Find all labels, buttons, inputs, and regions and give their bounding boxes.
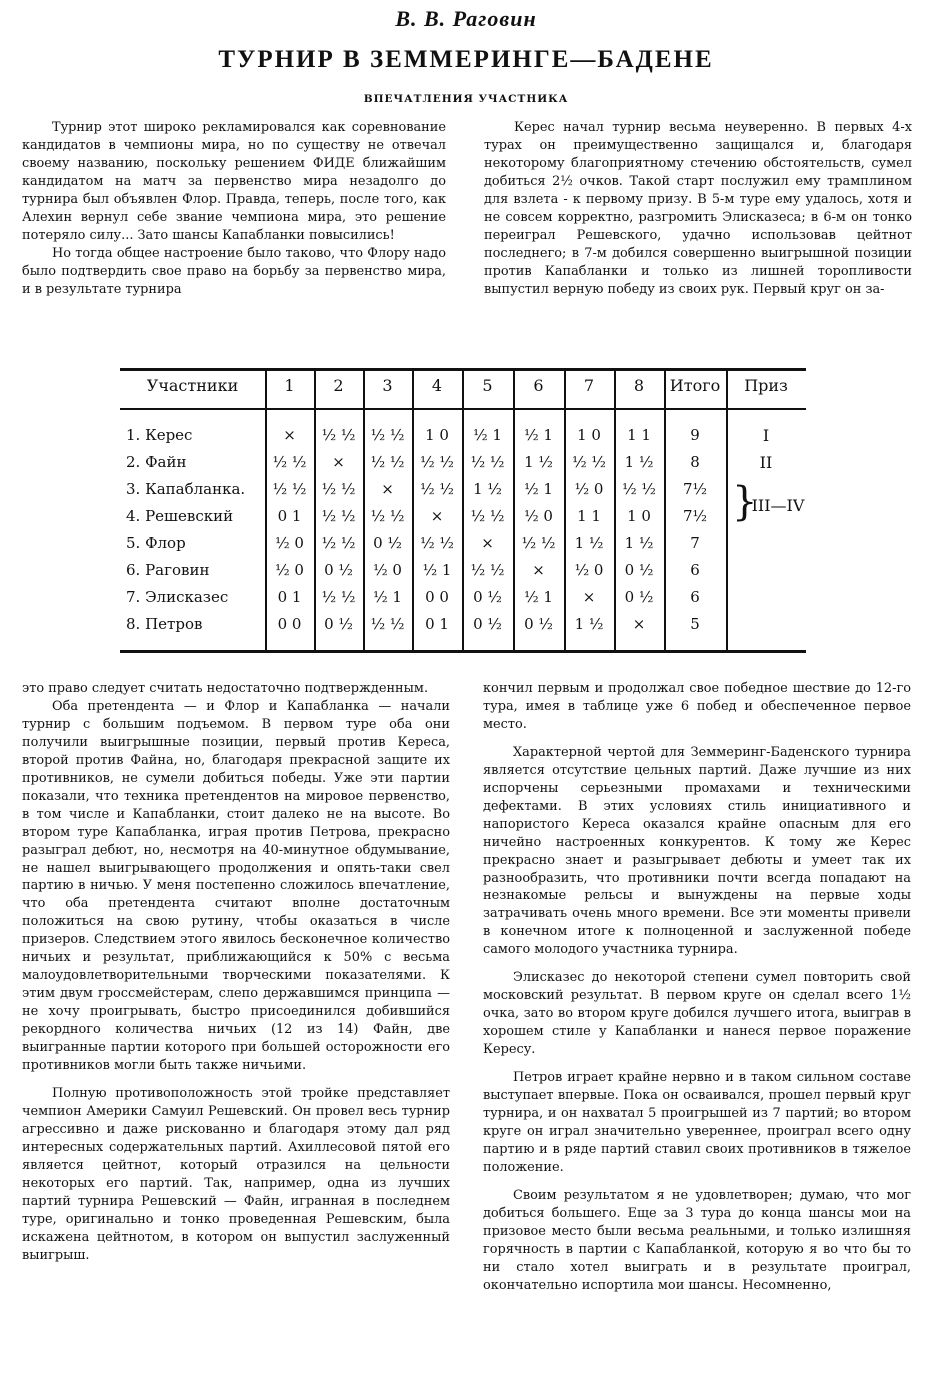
score-cell: ½ ½ (321, 534, 356, 552)
score-cell: 1 0 (425, 426, 449, 444)
score-cell: ½ ½ (321, 480, 356, 498)
score-cell: 1 1 (577, 507, 601, 525)
participant-name: 1. Керес (126, 426, 193, 444)
total-score: 6 (690, 588, 700, 606)
score-cell: ½ 0 (373, 561, 402, 579)
score-cell: ½ ½ (470, 561, 505, 579)
score-cell: ½ ½ (321, 426, 356, 444)
score-cell: ½ 0 (275, 561, 304, 579)
score-cell: × (532, 561, 545, 579)
score-cell: 1 ½ (574, 615, 604, 633)
paragraph: Элисказес до некоторой степени сумел повторить свой московский результат. В первом круге он сделал всего 1½ очка, зато во втором круге добился лучшего итога, выиграв в хорошем стиле у Капабланки и нанеся первое поражение Кересу. (483, 970, 911, 1058)
score-cell: × (582, 588, 596, 606)
score-cell: × (283, 426, 296, 444)
score-cell: 0 ½ (473, 615, 502, 633)
header-col-5: 5 (482, 376, 493, 395)
paragraph: кончил первым и продолжал свое победное шествие до 12-го тура, имея в таблице уже 6 побед и обеспеченное первое место. (483, 681, 911, 732)
header-participants: Участники (146, 376, 239, 395)
score-cell: 1 ½ (473, 480, 502, 498)
score-cell: ½ ½ (420, 534, 454, 552)
score-cell: ½ ½ (272, 480, 307, 498)
tournament-crosstable (120, 368, 806, 653)
header-prize: Приз (744, 376, 788, 395)
score-cell: ½ ½ (622, 480, 656, 498)
shared-prize: III—IV (751, 496, 805, 515)
article-title: ТУРНИР В ЗЕММЕРИНГЕ—БАДЕНЕ (218, 46, 714, 73)
participant-name: 7. Элисказес (126, 588, 229, 606)
score-cell: 1 ½ (624, 534, 654, 552)
paragraph: Турнир этот широко рекламировался как соревнование кандидатов в чемпионы мира, но по существу не отвечал своему названию, поскольку решением ФИДЕ ближайшим кандидатом на матч за первенство мира незадолго до турнира был объявлен Флор. Правда, теперь, после того, как Алехин вернул себе звание чемпиона мира, это решение потеряло силу... Зато шансы Капабланки повысились! (22, 120, 446, 243)
score-cell: ½ 0 (524, 507, 553, 525)
paragraph: это право следует считать недостаточно подтвержденным. (22, 681, 429, 696)
score-cell: × (430, 507, 444, 525)
header-total: Итого (669, 376, 721, 395)
score-cell: ½ ½ (420, 453, 454, 471)
total-score: 7½ (682, 507, 708, 525)
paragraph: Петров играет крайне нервно и в таком сильном составе выступает впервые. Пока он осваивался, прошел первый круг турнира, и он нахватал 5 проигрышей из 7 партий; во втором круге он играл значительно увереннее, проиграл всего одну партию и в ряде партий ставил своих противников в тяжелое положение. (483, 1070, 911, 1175)
author-name: В. В. Раговин (395, 6, 537, 31)
paragraph: Но тогда общее настроение было таково, что Флору надо было подтвердить свое право на борьбу за первенство мира, и в результате турнира (22, 245, 446, 297)
score-cell: 0 ½ (624, 588, 654, 606)
score-cell: ½ ½ (420, 480, 454, 498)
total-score: 6 (690, 561, 700, 579)
score-cell: × (332, 453, 345, 471)
score-cell: 1 0 (627, 507, 651, 525)
score-cell: ½ 1 (524, 426, 553, 444)
score-cell: 1 1 (627, 426, 651, 444)
table-column-rule (726, 368, 728, 653)
score-cell: ½ 0 (574, 561, 604, 579)
participant-name: 5. Флор (126, 534, 186, 552)
score-cell: ½ 0 (574, 480, 604, 498)
total-score: 9 (690, 426, 700, 444)
score-cell: 0 ½ (373, 534, 402, 552)
score-cell: 0 ½ (524, 615, 553, 633)
paragraph: Своим результатом я не удовлетворен; думаю, что мог добиться большего. Еще за 3 тура до конца шансы мои на призовое место были весьма реальными, и только излишняя горячность в партии с Капабланкой, которую я во что бы то ни стало хотел выиграть и в результате проиграл, окончательно испортила мои шансы. Несомненно, (483, 1187, 911, 1293)
score-cell: 1 ½ (574, 534, 604, 552)
score-cell: ½ 1 (373, 588, 402, 606)
score-cell: ½ ½ (321, 507, 356, 525)
score-cell: × (481, 534, 494, 552)
score-cell: 0 ½ (624, 561, 654, 579)
score-cell: ½ ½ (572, 453, 606, 471)
text-column-top-left (22, 119, 446, 299)
total-score: 8 (690, 453, 700, 471)
score-cell: ½ ½ (470, 507, 505, 525)
score-cell: 0 ½ (324, 561, 353, 579)
score-cell: × (632, 615, 646, 633)
paragraph: Характерной чертой для Земмеринг-Баденского турнира является отсутствие цельных партий. Даже лучшие из них испорчены серьезными промахами и техническими дефектами. В этих условиях стиль инициативного и напористого Кереса оказался крайне опасным для его ничейно настроенных конкурентов. К тому же Керес прекрасно знает и разыгрывает дебюты и умеет так их разнообразить, что противники почти всегда попадают на незнакомые рельсы и вынуждены на первые ходы затрачивать очень много времени. Все эти моменты привели в конечном итоге к полноценной и заслуженной победе самого молодого участника турнира. (483, 744, 911, 958)
paragraph: Керес начал турнир весьма неуверенно. В первых 4-х турах он преимущественно защищался и, благодаря некоторому благоприятному стечению обстоятельств, сумел добиться 2½ очков. Такой старт послужил ему трамплином для взлета - к первому призу. В 5-м туре ему удалось, хотя и не совсем корректно, разгромить Элисказеса; в 6-м он тонко переиграл Решевского, удачно использовав цейтнот последнего; в 7-м добился совершенно выигрышной позиции против Капабланки и только из лишней торопливости выпустил верную победу из своих рук. Первый круг он за- (484, 120, 912, 297)
score-cell: 0 1 (277, 507, 302, 525)
score-cell: ½ ½ (321, 588, 356, 606)
score-cell: ½ ½ (470, 453, 505, 471)
score-cell: ½ ½ (521, 534, 556, 552)
score-cell: 1 ½ (624, 453, 654, 471)
header-col-2: 2 (333, 376, 344, 395)
header-col-8: 8 (633, 376, 645, 395)
score-cell: ½ 1 (422, 561, 452, 579)
paragraph: Оба претендента — и Флор и Капабланка — начали турнир с большим подъемом. В первом туре оба они получили выигрышные позиции, первый против Кереса, второй против Файна, но, благодаря прекрасной защите их противников, не сумели добиться победы. Уже эти партии показали, что техника претендентов на мировое первенство, в том числе и Капабланки, стоит далеко не на высоте. Во втором туре Капабланка, играя против Петрова, прекрасно разыграл дебют, но, несмотря на 40-минутное обдумывание, не нашел выигрывающего продолжения и опять-таки свел партию в ничью. У меня постепенно сложилось впечатление, что оба претендента считают вполне достаточным положиться на свою рутину, чтобы оказаться в числе призеров. Следствием этого явилось бесконечное количество ничьих и результат, приближающийся к 50% с весьма малоудовлетворительными творческими показателями. К этим двум гроссмейстерам, слепо державшимся принципа — не хочу проигрывать, быстро присоединился добившийся рекордного количества ничьих (12 из 14) Файн, две выигранные партии которого при большей осторожности его противников могли быть также ничьими. (22, 698, 450, 1074)
score-cell: 0 ½ (324, 615, 353, 633)
text-column-bottom-left (22, 680, 450, 1265)
participant-name: 3. Капабланка. (126, 480, 246, 498)
score-cell: × (381, 480, 394, 498)
score-cell: 0 1 (277, 588, 302, 606)
text-column-bottom-right (483, 680, 911, 1295)
participant-name: 2. Файн (126, 453, 187, 471)
header-col-1: 1 (284, 376, 295, 395)
score-cell: ½ ½ (370, 507, 405, 525)
prize-place: I (762, 426, 770, 445)
score-cell: 0 1 (425, 615, 449, 633)
brace-symbol: } (732, 479, 758, 525)
total-score: 7½ (682, 480, 708, 498)
paragraph: Полную противоположность этой тройке представляет чемпион Америки Самуил Решевский. Он провел весь турнир агрессивно и даже рискованно и благодаря этому дал ряд интересных содержательных партий. Ахиллесовой пятой его является цейтнот, который отразился на цельности некоторых его партий. Так, например, одна из лучших партий турнира Решевский — Файн, игранная в последнем туре, оригинально и тонко проведенная Решевским, была искажена цейтнотом, в котором он выпустил заслуженный выигрыш. (22, 1085, 450, 1263)
text-column-top-right (484, 119, 912, 299)
score-cell: ½ ½ (370, 615, 405, 633)
score-cell: ½ ½ (370, 426, 405, 444)
header-col-4: 4 (431, 376, 443, 395)
score-cell: ½ 0 (275, 534, 304, 552)
participant-name: 8. Петров (126, 615, 203, 633)
score-cell: 0 0 (277, 615, 302, 633)
score-cell: 0 0 (425, 588, 449, 606)
score-cell: 1 ½ (524, 453, 553, 471)
score-cell: ½ 1 (473, 426, 502, 444)
score-cell: ½ ½ (272, 453, 307, 471)
participant-name: 4. Решевский (126, 507, 234, 525)
score-cell: 0 ½ (473, 588, 502, 606)
score-cell: ½ ½ (370, 453, 405, 471)
header-col-3: 3 (382, 376, 393, 395)
header-col-7: 7 (583, 376, 595, 395)
article-subtitle: ВПЕЧАТЛЕНИЯ УЧАСТНИКА (363, 93, 569, 105)
participant-name: 6. Раговин (126, 561, 210, 579)
total-score: 5 (690, 615, 700, 633)
total-score: 7 (690, 534, 700, 552)
header-col-6: 6 (533, 376, 544, 395)
score-cell: ½ 1 (524, 588, 553, 606)
score-cell: 1 0 (577, 426, 601, 444)
prize-place: II (759, 453, 773, 472)
score-cell: ½ 1 (524, 480, 553, 498)
